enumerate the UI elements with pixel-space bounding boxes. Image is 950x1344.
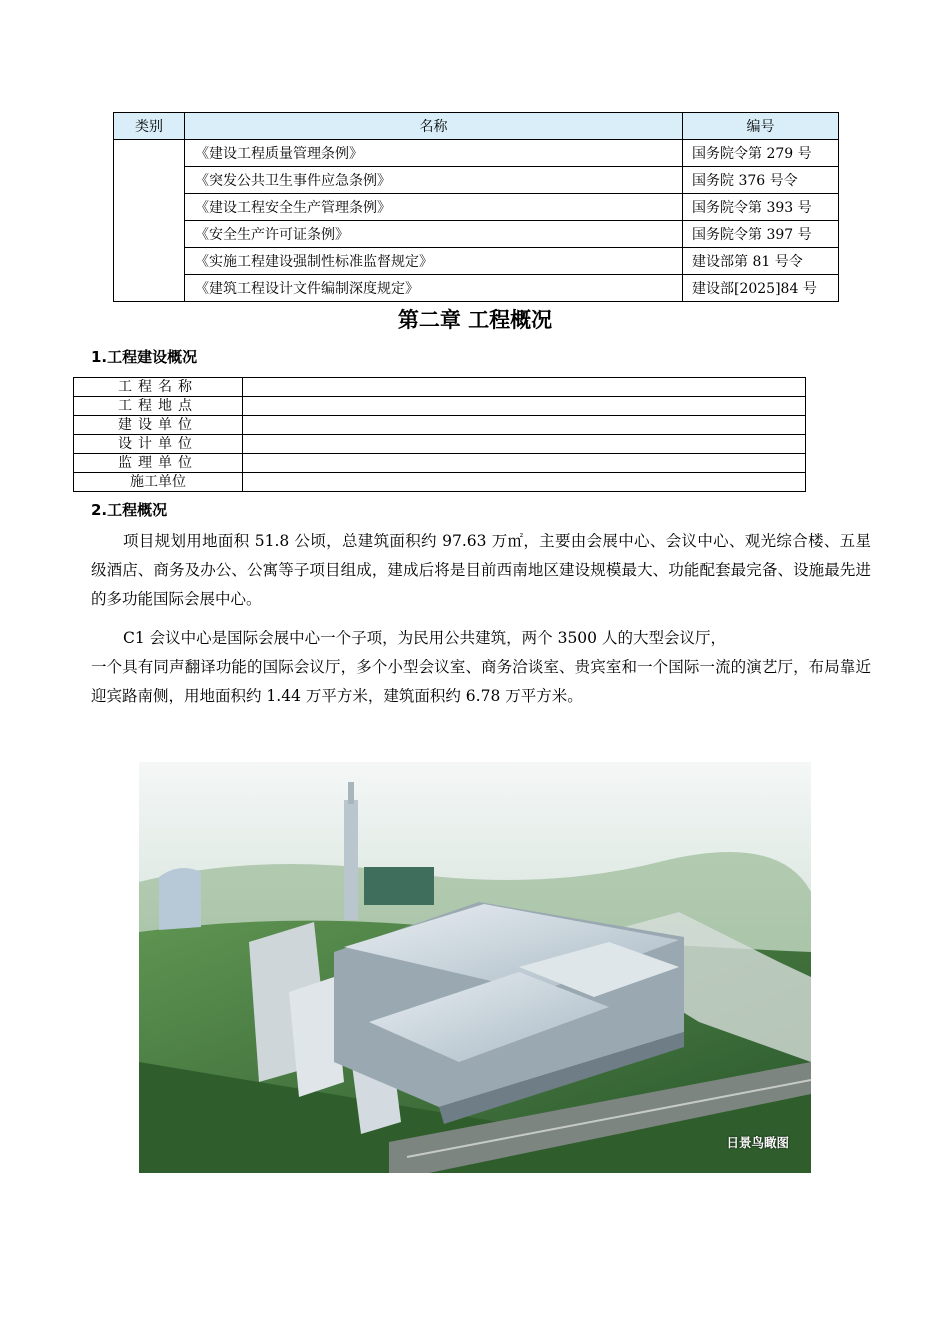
regulation-name: 《建设工程质量管理条例》 — [185, 140, 683, 167]
regulation-name: 《建设工程安全生产管理条例》 — [185, 194, 683, 221]
info-label: 施工单位 — [74, 473, 243, 492]
category-cell — [114, 140, 185, 302]
table-row — [114, 221, 839, 248]
regulation-name: 《安全生产许可证条例》 — [185, 221, 683, 248]
table-row — [74, 397, 806, 416]
image-caption: 日景鸟瞰图 — [726, 1135, 789, 1150]
regulation-code: 建设部[2025]84 号 — [683, 275, 839, 302]
info-value — [243, 378, 806, 397]
info-label: 工程名称 — [74, 378, 243, 397]
table-row — [114, 194, 839, 221]
info-value — [243, 435, 806, 454]
table-row — [74, 435, 806, 454]
table-row — [114, 167, 839, 194]
info-value — [243, 454, 806, 473]
info-label: 建设单位 — [74, 416, 243, 435]
project-info-table — [73, 377, 806, 492]
header-code: 编号 — [683, 113, 839, 140]
info-value — [243, 416, 806, 435]
overview-paragraph-2-first-line: C1 会议中心是国际会展中心一个子项，为民用公共建筑，两个 3500 人的大型会议厅， — [123, 629, 726, 647]
overview-paragraph-1: 项目规划用地面积 51.8 公顷，总建筑面积约 97.63 万㎡，主要由会展中心、会议中心、观光综合楼、五星级酒店、商务及办公、公寓等子项目组成，建成后将是目前西南地区建设规模最大、功能配套最完备、设施最先进的多功能国际会展中心。 — [91, 532, 871, 608]
table-row — [74, 378, 806, 397]
table-row — [114, 275, 839, 302]
chapter-title: 第二章 工程概况 — [397, 308, 553, 332]
regulation-code: 国务院令第 393 号 — [683, 194, 839, 221]
overview-paragraph-2-rest: 一个具有同声翻译功能的国际会议厅，多个小型会议室、商务洽谈室、贵宾室和一个国际一流的演艺厅，布局靠近迎宾路南侧，用地面积约 1.44 万平方米，建筑面积约 6.78 万平方米。 — [91, 658, 871, 705]
regulation-name: 《建筑工程设计文件编制深度规定》 — [185, 275, 683, 302]
info-label: 监理单位 — [74, 454, 243, 473]
info-value — [243, 397, 806, 416]
section-heading: 1.工程建设概况 — [91, 348, 198, 366]
regulation-name: 《实施工程建设强制性标准监督规定》 — [185, 248, 683, 275]
section-heading: 2.工程概况 — [91, 501, 168, 519]
regulations-header-row — [114, 113, 839, 140]
info-value — [243, 473, 806, 492]
header-category: 类别 — [114, 113, 185, 140]
regulation-code: 国务院 376 号令 — [683, 167, 839, 194]
aerial-illustration — [139, 762, 811, 1173]
info-label: 工程地点 — [74, 397, 243, 416]
table-row — [114, 248, 839, 275]
table-row — [74, 454, 806, 473]
table-row — [74, 473, 806, 492]
regulation-code: 国务院令第 397 号 — [683, 221, 839, 248]
aerial-rendering-image — [139, 762, 811, 1173]
info-label: 设计单位 — [74, 435, 243, 454]
regulations-table — [113, 112, 839, 302]
table-row — [114, 140, 839, 167]
header-name: 名称 — [185, 113, 683, 140]
regulation-name: 《突发公共卫生事件应急条例》 — [185, 167, 683, 194]
table-row — [74, 416, 806, 435]
regulation-code: 国务院令第 279 号 — [683, 140, 839, 167]
regulation-code: 建设部第 81 号令 — [683, 248, 839, 275]
